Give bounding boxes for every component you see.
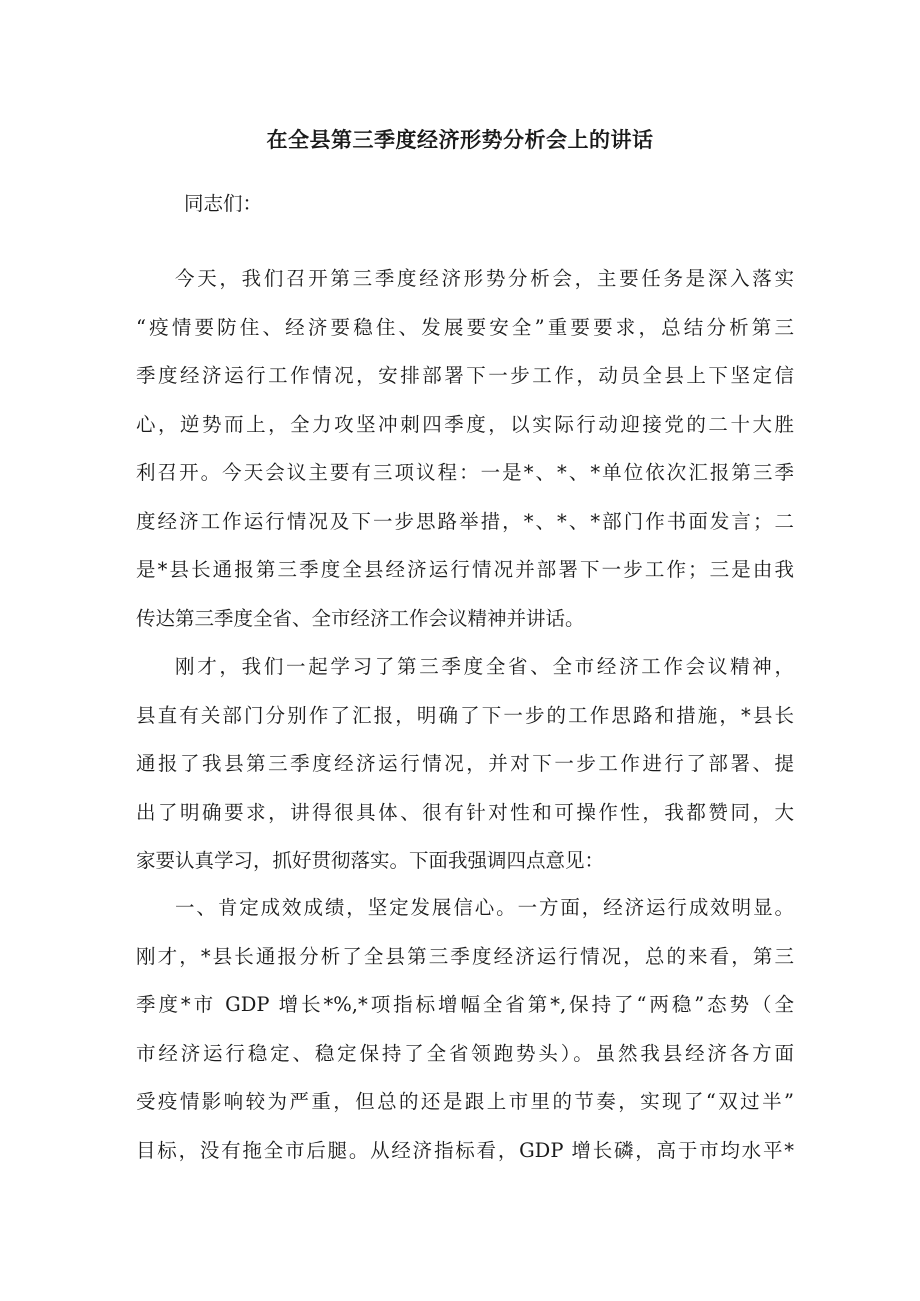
- text-line: 受疫情影响较为严重，但总的还是跟上市里的节奏，实现了“双过半”: [136, 1090, 794, 1113]
- paragraph-1: [136, 255, 794, 643]
- text-line: 一、肯定成效成绩，坚定发展信心。一方面，经济运行成效明显。: [175, 896, 794, 919]
- text-line: 县直有关部门分别作了汇报，明确了下一步的工作思路和措施，*县长: [136, 703, 794, 727]
- text-line: 通报了我县第三季度经济运行情况，并对下一步工作进行了部署、提: [136, 752, 794, 775]
- text-line: 是*县长通报第三季度全县经济运行情况并部署下一步工作；三是由我: [136, 558, 794, 581]
- text-line: 刚才，我们一起学习了第三季度全省、全市经济工作会议精神，: [175, 655, 794, 678]
- text-line: 利召开。今天会议主要有三项议程：一是*、*、*单位依次汇报第三季: [136, 461, 794, 484]
- text-line: 传达第三季度全省、全市经济工作会议精神并讲话。: [136, 606, 585, 630]
- text-line: “疫情要防住、经济要稳住、发展要安全”重要要求，总结分析第三: [136, 315, 794, 339]
- text-line: 心，逆势而上，全力攻坚冲刺四季度，以实际行动迎接党的二十大胜: [136, 412, 794, 436]
- text-line: 家要认真学习，抓好贯彻落实。下面我强调四点意见：: [136, 849, 605, 872]
- document-title: 在全县第三季度经济形势分析会上的讲话: [266, 127, 654, 152]
- text-line: 今天，我们召开第三季度经济形势分析会，主要任务是深入落实: [175, 267, 794, 290]
- text-line: 出了明确要求，讲得很具体、很有针对性和可操作性，我都赞同，大: [136, 800, 794, 824]
- paragraph-3: [136, 884, 794, 1175]
- text-line: 度经济工作运行情况及下一步思路举措，*、*、*部门作书面发言；二: [136, 509, 794, 533]
- text-line: 季度*市 GDP 增长*%,*项指标增幅全省第*,保持了“两稳”态势（全: [136, 993, 794, 1016]
- salutation: 同志们：: [184, 192, 263, 215]
- text-line: 目标，没有拖全市后腿。从经济指标看，GDP 增长磷，高于市均水平*: [136, 1138, 794, 1162]
- paragraph-2: [136, 643, 794, 886]
- text-line: 刚才，*县长通报分析了全县第三季度经济运行情况，总的来看，第三: [136, 944, 794, 968]
- text-line: 季度经济运行工作情况，安排部署下一步工作，动员全县上下坚定信: [136, 364, 794, 387]
- text-line: 市经济运行稳定、稳定保持了全省领跑势头）。虽然我县经济各方面: [136, 1041, 794, 1065]
